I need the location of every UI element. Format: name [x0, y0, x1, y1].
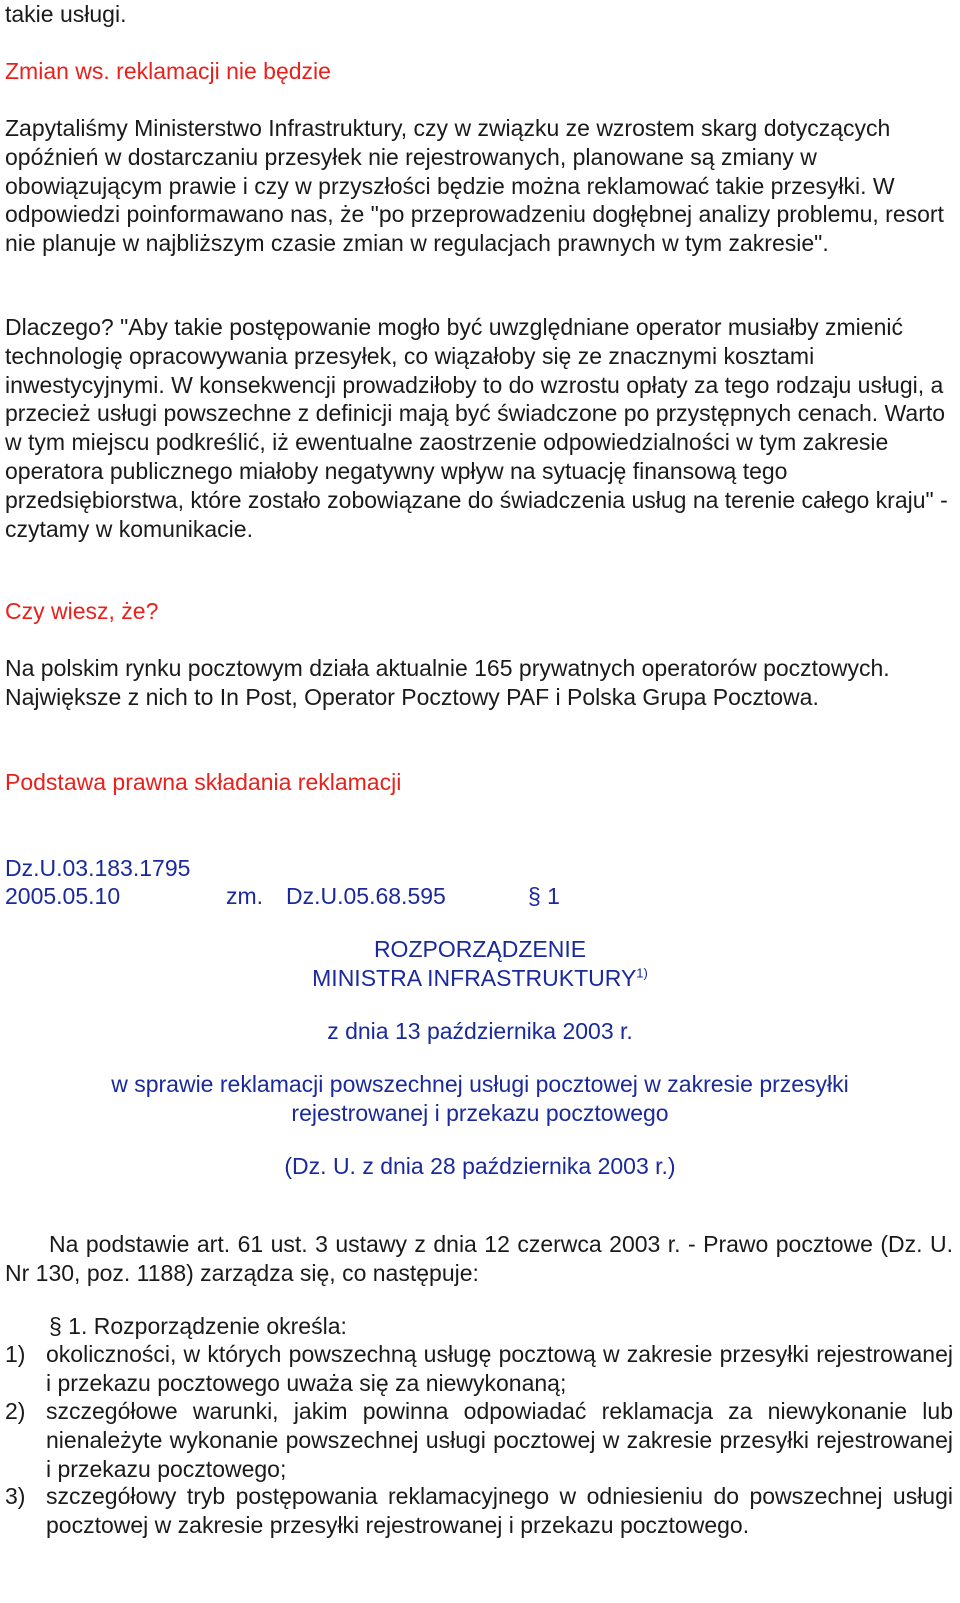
- amendment-reference: Dz.U.05.68.595: [286, 883, 446, 909]
- regulation-title-line2: [0, 964, 960, 993]
- list-item-number: 1): [5, 1341, 26, 1367]
- list-item-text: szczegółowe warunki, jakim powinna odpowiadać reklamacja za niewykonanie lub nienależyte wykonanie powszechnej usługi pocztowej w zakresie przesyłki rejestrowanej i przekazu pocztowego;: [46, 1398, 953, 1482]
- section-1-intro: § 1. Rozporządzenie określa:: [49, 1313, 347, 1339]
- heading-legal-basis: Podstawa prawna składania reklamacji: [5, 769, 402, 795]
- section-marker: § 1: [528, 883, 560, 909]
- amendment-label: zm.: [226, 883, 264, 909]
- list-item-text: okoliczności, w których powszechną usługę pocztową w zakresie przesyłki rejestrowanej i przekazu pocztowego uważa się za niewykonaną;: [46, 1341, 953, 1396]
- regulation-preamble: Na podstawie art. 61 ust. 3 ustawy z dnia 12 czerwca 2003 r. - Prawo pocztowe (Dz. U. Nr 130, poz. 1188) zarządza się, co następuje:: [5, 1231, 953, 1286]
- list-item: [5, 1397, 953, 1483]
- list-item-number: 2): [5, 1398, 26, 1424]
- list-item: [5, 1340, 953, 1398]
- journal-reference: Dz.U.03.183.1795: [5, 855, 191, 881]
- heading-did-you-know: Czy wiesz, że?: [5, 598, 159, 624]
- journal-publication: (Dz. U. z dnia 28 października 2003 r.): [284, 1153, 676, 1179]
- regulation-title: [0, 935, 960, 993]
- list-item-number: 3): [5, 1483, 26, 1509]
- paragraph-ministry-inquiry: Zapytaliśmy Ministerstwo Infrastruktury, czy w związku ze wzrostem skarg dotyczących opóźnień w dostarczaniu przesyłek nie rejestrowanych, planowane są zmiany w obowiązującym prawie i czy w przyszłości będzie można reklamować takie przesyłki. W odpowiedzi poinformawano nas, że "po przeprowadzeniu dogłębnej analizy problemu, resort nie planuje w najbliższym czasie zmian w regulacjach prawnych w tym zakresie".: [5, 115, 944, 257]
- regulation-subject: w sprawie reklamacji powszechnej usługi pocztowej w zakresie przesyłki rejestrowanej i przekazu pocztowego: [111, 1071, 849, 1126]
- amendment-date: 2005.05.10: [5, 883, 121, 909]
- list-item-text: szczegółowy tryb postępowania reklamacyjnego w odniesieniu do powszechnej usługi pocztowej w zakresie przesyłki rejestrowanej i przekazu pocztowego.: [46, 1483, 953, 1538]
- regulation-issuer: MINISTRA INFRASTRUKTURY: [312, 964, 637, 991]
- heading-no-changes: Zmian ws. reklamacji nie będzie: [5, 58, 331, 84]
- regulation-title-line1: ROZPORZĄDZENIE: [373, 936, 587, 962]
- list-item: [5, 1482, 953, 1540]
- intro-tail: takie usługi.: [5, 1, 127, 27]
- regulation-date: z dnia 13 października 2003 r.: [327, 1018, 633, 1044]
- paragraph-why: Dlaczego? "Aby takie postępowanie mogło być uwzględniane operator musiałby zmienić technologię opracowywania przesyłek, co wiązałoby się ze znacznymi kosztami inwestycyjnymi. W konsekwencji prowadziłoby to do wzrostu opłaty za tego rodzaju usługi, a przecież usługi powszechne z definicji mają być świadczone po przystępnych cenach. Warto w tym miejscu podkreślić, iż ewentualne zaostrzenie odpowiedzialności w tym zakresie operatora publicznego miałoby negatywny wpływ na sytuację finansową tego przedsiębiorstwa, które zostało zobowiązane do świadczenia usług na terenie całego kraju" - czytamy w komunikacie.: [5, 314, 948, 542]
- footnote-marker: 1): [636, 965, 648, 981]
- paragraph-postal-market: Na polskim rynku pocztowym działa aktualnie 165 prywatnych operatorów pocztowych. Największe z nich to In Post, Operator Pocztowy PAF i Polska Grupa Pocztowa.: [5, 655, 890, 710]
